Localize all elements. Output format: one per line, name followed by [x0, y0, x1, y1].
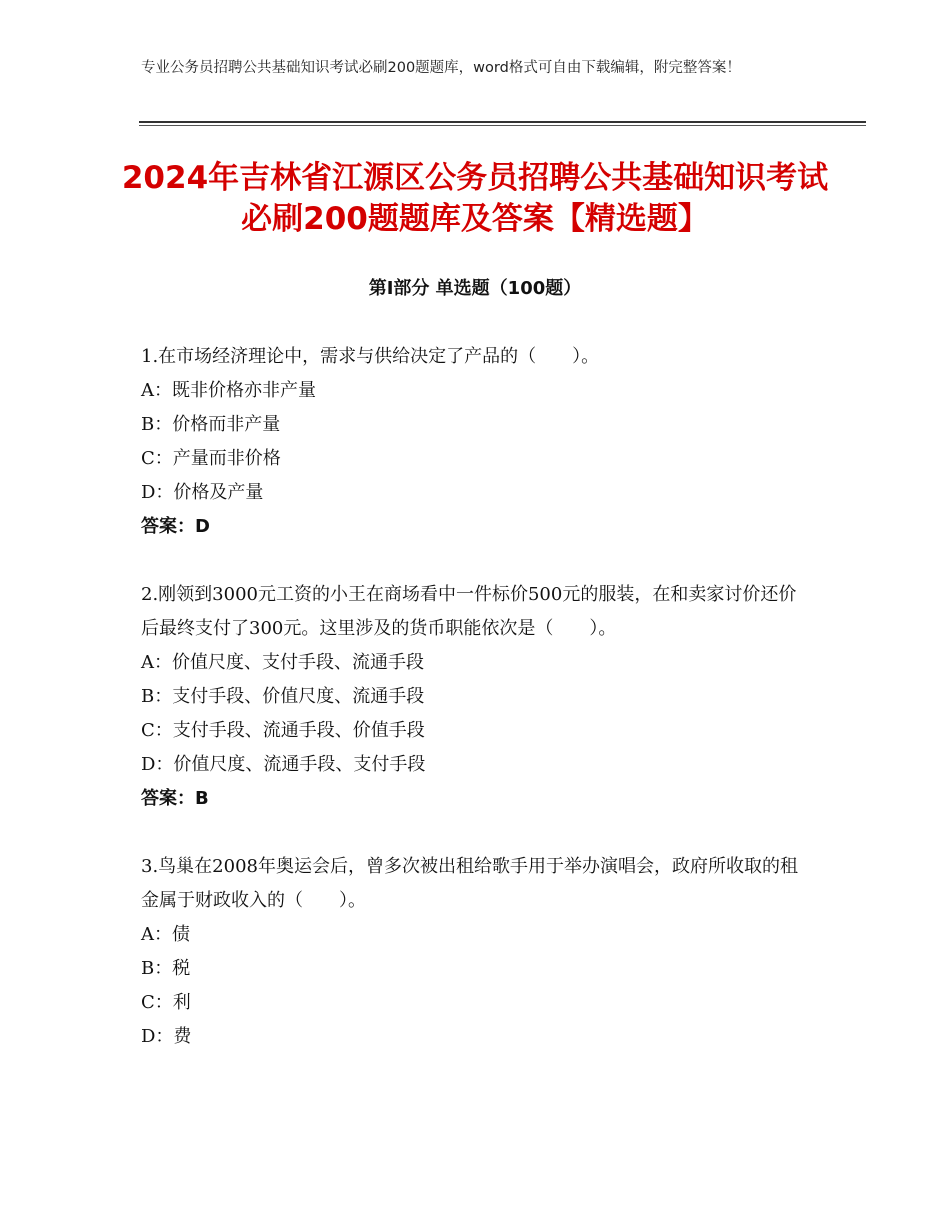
question-3	[141, 850, 811, 1054]
option-c: C：利	[141, 992, 191, 1013]
question-stem: 2.刚领到3000元工资的小王在商场看中一件标价500元的服装，在和卖家讨价还价后最终支付了300元。这里涉及的货币职能依次是（ ）。	[141, 584, 797, 639]
question-1	[141, 340, 811, 544]
answer: 答案：D	[141, 516, 210, 537]
option-d: D：价格及产量	[141, 482, 264, 503]
option-b: B：支付手段、价值尺度、流通手段	[141, 686, 425, 707]
header-note: 专业公务员招聘公共基础知识考试必刷200题题库，word格式可自由下载编辑，附完整答案！	[141, 60, 741, 76]
question-stem: 1.在市场经济理论中，需求与供给决定了产品的（ ）。	[141, 346, 600, 367]
header-divider-thick	[139, 121, 866, 123]
document-title: 2024年吉林省江源区公务员招聘公共基础知识考试必刷200题题库及答案【精选题】	[121, 160, 829, 237]
question-list	[141, 340, 811, 1054]
header-divider-thin	[139, 125, 866, 126]
option-a: A：既非价格亦非产量	[141, 380, 316, 401]
option-d: D：价值尺度、流通手段、支付手段	[141, 754, 426, 775]
option-b: B：价格而非产量	[141, 414, 281, 435]
question-stem: 3.鸟巢在2008年奥运会后，曾多次被出租给歌手用于举办演唱会，政府所收取的租金属于财政收入的（ ）。	[141, 856, 798, 911]
option-a: A：债	[141, 924, 190, 945]
option-c: C：产量而非价格	[141, 448, 281, 469]
option-a: A：价值尺度、支付手段、流通手段	[141, 652, 424, 673]
option-c: C：支付手段、流通手段、价值手段	[141, 720, 425, 741]
option-b: B：税	[141, 958, 191, 979]
question-2	[141, 578, 811, 816]
answer: 答案：B	[141, 788, 209, 809]
section-heading: 第I部分 单选题（100题）	[368, 278, 582, 299]
option-d: D：费	[141, 1026, 192, 1047]
